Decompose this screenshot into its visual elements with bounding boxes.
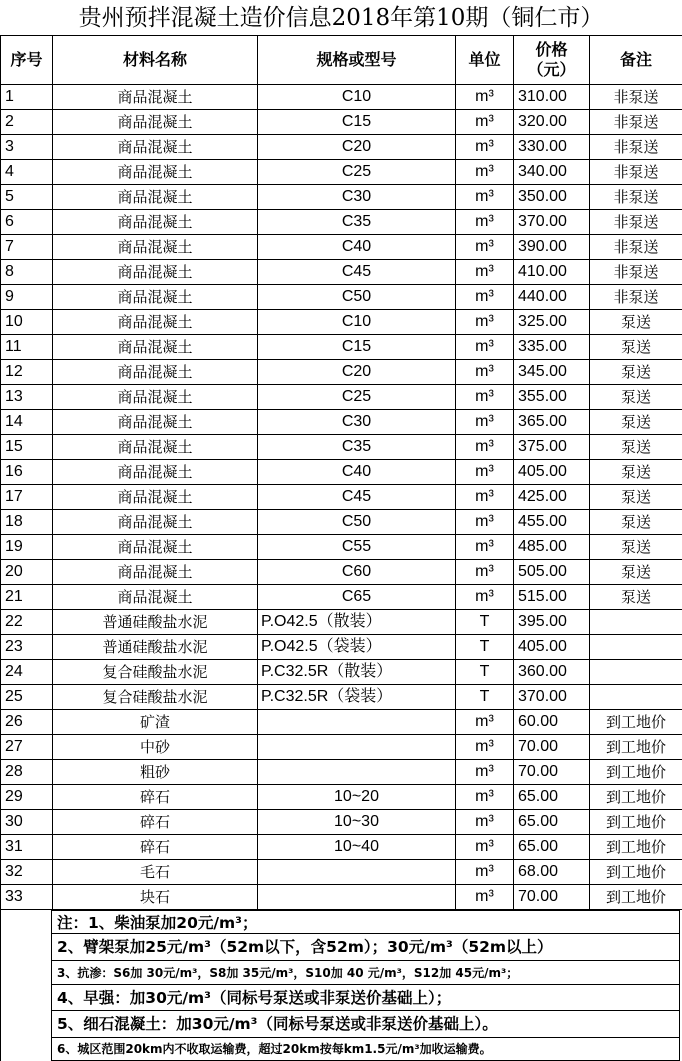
table-row bbox=[1, 635, 682, 660]
table-row bbox=[1, 510, 682, 535]
cell-no: 2 bbox=[1, 110, 53, 135]
cell-unit: m³ bbox=[456, 785, 514, 810]
cell-name: 商品混凝土 bbox=[53, 460, 258, 485]
cell-spec: C10 bbox=[258, 85, 456, 110]
cell-unit: m³ bbox=[456, 710, 514, 735]
cell-price: 370.00 bbox=[514, 685, 590, 710]
cell-note bbox=[590, 610, 682, 635]
cell-unit: m³ bbox=[456, 110, 514, 135]
cell-note: 泵送 bbox=[590, 460, 682, 485]
cell-price: 485.00 bbox=[514, 535, 590, 560]
cell-spec bbox=[258, 760, 456, 785]
table-row bbox=[1, 435, 682, 460]
cell-no: 1 bbox=[1, 85, 53, 110]
notes-section bbox=[0, 910, 682, 1061]
cell-note: 非泵送 bbox=[590, 260, 682, 285]
cell-price: 70.00 bbox=[514, 735, 590, 760]
cell-unit: m³ bbox=[456, 810, 514, 835]
table-row bbox=[1, 410, 682, 435]
table-row bbox=[1, 885, 682, 910]
cell-no: 8 bbox=[1, 260, 53, 285]
cell-unit: m³ bbox=[456, 460, 514, 485]
cell-price: 68.00 bbox=[514, 860, 590, 885]
cell-price: 360.00 bbox=[514, 660, 590, 685]
cell-price: 395.00 bbox=[514, 610, 590, 635]
cell-spec: 10~30 bbox=[258, 810, 456, 835]
table-row bbox=[1, 335, 682, 360]
cell-name: 商品混凝土 bbox=[53, 535, 258, 560]
cell-note: 非泵送 bbox=[590, 135, 682, 160]
cell-no: 32 bbox=[1, 860, 53, 885]
header-row bbox=[1, 36, 682, 85]
cell-unit: T bbox=[456, 660, 514, 685]
cell-note: 泵送 bbox=[590, 310, 682, 335]
cell-name: 商品混凝土 bbox=[53, 435, 258, 460]
cell-no: 33 bbox=[1, 885, 53, 910]
cell-note: 泵送 bbox=[590, 410, 682, 435]
cell-price: 405.00 bbox=[514, 635, 590, 660]
cell-note: 到工地价 bbox=[590, 735, 682, 760]
cell-note: 到工地价 bbox=[590, 760, 682, 785]
cell-spec: C20 bbox=[258, 135, 456, 160]
header-unit: 单位 bbox=[456, 36, 514, 85]
cell-unit: m³ bbox=[456, 85, 514, 110]
cell-note: 泵送 bbox=[590, 560, 682, 585]
cell-name: 商品混凝土 bbox=[53, 110, 258, 135]
cell-name: 商品混凝土 bbox=[53, 210, 258, 235]
cell-note: 到工地价 bbox=[590, 885, 682, 910]
table-row bbox=[1, 285, 682, 310]
cell-note: 泵送 bbox=[590, 335, 682, 360]
price-table bbox=[0, 35, 682, 910]
table-row bbox=[1, 585, 682, 610]
cell-no: 3 bbox=[1, 135, 53, 160]
cell-no: 20 bbox=[1, 560, 53, 585]
table-row bbox=[1, 660, 682, 685]
note-line-6: 6、城区范围20km内不收取运输费，超过20km按每km1.5元/m³加收运输费。 bbox=[52, 1038, 680, 1061]
cell-name: 毛石 bbox=[53, 860, 258, 885]
cell-note: 到工地价 bbox=[590, 785, 682, 810]
cell-name: 矿渣 bbox=[53, 710, 258, 735]
cell-price: 350.00 bbox=[514, 185, 590, 210]
cell-name: 碎石 bbox=[53, 810, 258, 835]
cell-price: 345.00 bbox=[514, 360, 590, 385]
table-row bbox=[1, 160, 682, 185]
cell-spec: C50 bbox=[258, 510, 456, 535]
table-row bbox=[1, 110, 682, 135]
table-row bbox=[1, 860, 682, 885]
cell-note: 泵送 bbox=[590, 485, 682, 510]
cell-price: 365.00 bbox=[514, 410, 590, 435]
cell-unit: m³ bbox=[456, 435, 514, 460]
cell-name: 商品混凝土 bbox=[53, 360, 258, 385]
cell-no: 27 bbox=[1, 735, 53, 760]
cell-price: 335.00 bbox=[514, 335, 590, 360]
cell-spec: P.O42.5（散装） bbox=[258, 610, 456, 635]
notes-left-column bbox=[0, 910, 52, 1061]
cell-no: 14 bbox=[1, 410, 53, 435]
cell-spec: C45 bbox=[258, 485, 456, 510]
cell-price: 375.00 bbox=[514, 435, 590, 460]
cell-name: 商品混凝土 bbox=[53, 160, 258, 185]
cell-name: 商品混凝土 bbox=[53, 235, 258, 260]
cell-name: 块石 bbox=[53, 885, 258, 910]
cell-price: 65.00 bbox=[514, 835, 590, 860]
cell-name: 商品混凝土 bbox=[53, 385, 258, 410]
cell-price: 340.00 bbox=[514, 160, 590, 185]
cell-no: 26 bbox=[1, 710, 53, 735]
cell-price: 325.00 bbox=[514, 310, 590, 335]
table-row bbox=[1, 235, 682, 260]
cell-unit: m³ bbox=[456, 535, 514, 560]
cell-no: 16 bbox=[1, 460, 53, 485]
cell-unit: m³ bbox=[456, 335, 514, 360]
cell-price: 70.00 bbox=[514, 760, 590, 785]
table-row bbox=[1, 710, 682, 735]
table-row bbox=[1, 685, 682, 710]
cell-spec bbox=[258, 885, 456, 910]
cell-unit: m³ bbox=[456, 860, 514, 885]
cell-no: 24 bbox=[1, 660, 53, 685]
cell-no: 17 bbox=[1, 485, 53, 510]
cell-price: 370.00 bbox=[514, 210, 590, 235]
note-line-1: 注：1、柴油泵加20元/m³； bbox=[52, 910, 680, 934]
cell-no: 23 bbox=[1, 635, 53, 660]
cell-spec: C25 bbox=[258, 385, 456, 410]
cell-spec: C50 bbox=[258, 285, 456, 310]
cell-price: 440.00 bbox=[514, 285, 590, 310]
table-row bbox=[1, 85, 682, 110]
cell-spec: C40 bbox=[258, 460, 456, 485]
cell-unit: m³ bbox=[456, 210, 514, 235]
header-price bbox=[514, 36, 590, 85]
header-price-line1: 价格 bbox=[535, 40, 568, 59]
cell-no: 7 bbox=[1, 235, 53, 260]
cell-unit: m³ bbox=[456, 885, 514, 910]
note-line-3: 3、抗渗：S6加 30元/m³，S8加 35元/m³，S10加 40 元/m³，S12加 45元/m³； bbox=[52, 961, 680, 985]
cell-unit: m³ bbox=[456, 185, 514, 210]
cell-note: 泵送 bbox=[590, 360, 682, 385]
cell-no: 15 bbox=[1, 435, 53, 460]
cell-no: 9 bbox=[1, 285, 53, 310]
cell-unit: m³ bbox=[456, 760, 514, 785]
cell-name: 商品混凝土 bbox=[53, 310, 258, 335]
cell-name: 商品混凝土 bbox=[53, 185, 258, 210]
cell-note: 泵送 bbox=[590, 510, 682, 535]
cell-no: 13 bbox=[1, 385, 53, 410]
cell-note: 非泵送 bbox=[590, 285, 682, 310]
cell-spec: C55 bbox=[258, 535, 456, 560]
cell-price: 410.00 bbox=[514, 260, 590, 285]
cell-no: 29 bbox=[1, 785, 53, 810]
cell-spec: C65 bbox=[258, 585, 456, 610]
cell-price: 425.00 bbox=[514, 485, 590, 510]
cell-note: 非泵送 bbox=[590, 235, 682, 260]
cell-price: 405.00 bbox=[514, 460, 590, 485]
cell-price: 65.00 bbox=[514, 785, 590, 810]
cell-note: 非泵送 bbox=[590, 210, 682, 235]
cell-unit: m³ bbox=[456, 560, 514, 585]
cell-no: 18 bbox=[1, 510, 53, 535]
cell-name: 碎石 bbox=[53, 835, 258, 860]
cell-note: 到工地价 bbox=[590, 860, 682, 885]
table-row bbox=[1, 385, 682, 410]
cell-price: 455.00 bbox=[514, 510, 590, 535]
cell-note bbox=[590, 685, 682, 710]
cell-note: 泵送 bbox=[590, 385, 682, 410]
cell-price: 355.00 bbox=[514, 385, 590, 410]
cell-unit: m³ bbox=[456, 135, 514, 160]
cell-spec: C45 bbox=[258, 260, 456, 285]
cell-spec: C35 bbox=[258, 210, 456, 235]
cell-note: 到工地价 bbox=[590, 710, 682, 735]
table-row bbox=[1, 560, 682, 585]
table-row bbox=[1, 310, 682, 335]
cell-name: 普通硅酸盐水泥 bbox=[53, 635, 258, 660]
cell-unit: m³ bbox=[456, 735, 514, 760]
table-row bbox=[1, 135, 682, 160]
cell-no: 6 bbox=[1, 210, 53, 235]
cell-no: 22 bbox=[1, 610, 53, 635]
cell-unit: m³ bbox=[456, 485, 514, 510]
header-no: 序号 bbox=[1, 36, 53, 85]
cell-no: 12 bbox=[1, 360, 53, 385]
cell-name: 商品混凝土 bbox=[53, 85, 258, 110]
cell-spec: P.C32.5R（袋装） bbox=[258, 685, 456, 710]
cell-name: 商品混凝土 bbox=[53, 510, 258, 535]
cell-name: 商品混凝土 bbox=[53, 410, 258, 435]
note-line-5: 5、细石混凝土：加30元/m³（同标号泵送或非泵送价基础上）。 bbox=[52, 1011, 680, 1038]
cell-note: 到工地价 bbox=[590, 810, 682, 835]
cell-spec: C60 bbox=[258, 560, 456, 585]
cell-spec bbox=[258, 860, 456, 885]
cell-no: 19 bbox=[1, 535, 53, 560]
cell-price: 70.00 bbox=[514, 885, 590, 910]
header-name: 材料名称 bbox=[53, 36, 258, 85]
table-row bbox=[1, 185, 682, 210]
cell-note: 非泵送 bbox=[590, 85, 682, 110]
cell-spec: P.O42.5（袋装） bbox=[258, 635, 456, 660]
table-row bbox=[1, 535, 682, 560]
cell-spec: P.C32.5R（散装） bbox=[258, 660, 456, 685]
cell-price: 330.00 bbox=[514, 135, 590, 160]
cell-price: 60.00 bbox=[514, 710, 590, 735]
cell-price: 390.00 bbox=[514, 235, 590, 260]
table-row bbox=[1, 210, 682, 235]
table-row bbox=[1, 360, 682, 385]
cell-name: 复合硅酸盐水泥 bbox=[53, 660, 258, 685]
cell-spec: C25 bbox=[258, 160, 456, 185]
cell-no: 31 bbox=[1, 835, 53, 860]
cell-name: 商品混凝土 bbox=[53, 135, 258, 160]
cell-unit: m³ bbox=[456, 410, 514, 435]
cell-name: 商品混凝土 bbox=[53, 585, 258, 610]
cell-spec: C15 bbox=[258, 335, 456, 360]
cell-unit: m³ bbox=[456, 385, 514, 410]
table-row bbox=[1, 810, 682, 835]
cell-name: 商品混凝土 bbox=[53, 335, 258, 360]
header-price-line2: （元） bbox=[527, 60, 576, 79]
cell-price: 505.00 bbox=[514, 560, 590, 585]
cell-unit: m³ bbox=[456, 835, 514, 860]
header-note: 备注 bbox=[590, 36, 682, 85]
cell-spec: C15 bbox=[258, 110, 456, 135]
cell-note: 到工地价 bbox=[590, 835, 682, 860]
cell-spec: C35 bbox=[258, 435, 456, 460]
cell-unit: m³ bbox=[456, 235, 514, 260]
cell-no: 10 bbox=[1, 310, 53, 335]
cell-unit: m³ bbox=[456, 510, 514, 535]
cell-spec: C30 bbox=[258, 410, 456, 435]
cell-note: 非泵送 bbox=[590, 160, 682, 185]
cell-spec: C20 bbox=[258, 360, 456, 385]
cell-spec bbox=[258, 735, 456, 760]
cell-no: 30 bbox=[1, 810, 53, 835]
cell-spec: C10 bbox=[258, 310, 456, 335]
note-line-4: 4、早强：加30元/m³（同标号泵送或非泵送价基础上）； bbox=[52, 985, 680, 1011]
cell-no: 28 bbox=[1, 760, 53, 785]
page-title: 贵州预拌混凝土造价信息2018年第10期（铜仁市） bbox=[78, 5, 604, 31]
cell-name: 中砂 bbox=[53, 735, 258, 760]
cell-no: 5 bbox=[1, 185, 53, 210]
cell-no: 4 bbox=[1, 160, 53, 185]
cell-unit: m³ bbox=[456, 360, 514, 385]
cell-name: 商品混凝土 bbox=[53, 260, 258, 285]
cell-name: 碎石 bbox=[53, 785, 258, 810]
cell-note: 泵送 bbox=[590, 535, 682, 560]
header-spec: 规格或型号 bbox=[258, 36, 456, 85]
cell-unit: T bbox=[456, 685, 514, 710]
cell-no: 11 bbox=[1, 335, 53, 360]
cell-spec: C30 bbox=[258, 185, 456, 210]
note-line-2: 2、臂架泵加25元/m³（52m以下，含52m）；30元/m³（52m以上） bbox=[52, 934, 680, 961]
cell-note: 泵送 bbox=[590, 435, 682, 460]
cell-spec: 10~40 bbox=[258, 835, 456, 860]
table-row bbox=[1, 460, 682, 485]
cell-unit: m³ bbox=[456, 285, 514, 310]
cell-name: 复合硅酸盐水泥 bbox=[53, 685, 258, 710]
cell-spec bbox=[258, 710, 456, 735]
cell-unit: m³ bbox=[456, 585, 514, 610]
cell-price: 310.00 bbox=[514, 85, 590, 110]
cell-note: 非泵送 bbox=[590, 185, 682, 210]
cell-no: 25 bbox=[1, 685, 53, 710]
cell-note: 非泵送 bbox=[590, 110, 682, 135]
cell-note: 泵送 bbox=[590, 585, 682, 610]
cell-unit: m³ bbox=[456, 260, 514, 285]
table-row bbox=[1, 760, 682, 785]
cell-unit: m³ bbox=[456, 310, 514, 335]
cell-price: 320.00 bbox=[514, 110, 590, 135]
table-row bbox=[1, 260, 682, 285]
cell-note bbox=[590, 635, 682, 660]
table-row bbox=[1, 485, 682, 510]
table-row bbox=[1, 835, 682, 860]
cell-price: 515.00 bbox=[514, 585, 590, 610]
cell-name: 商品混凝土 bbox=[53, 560, 258, 585]
cell-unit: T bbox=[456, 610, 514, 635]
cell-price: 65.00 bbox=[514, 810, 590, 835]
cell-name: 商品混凝土 bbox=[53, 485, 258, 510]
cell-no: 21 bbox=[1, 585, 53, 610]
table-row bbox=[1, 735, 682, 760]
cell-spec: 10~20 bbox=[258, 785, 456, 810]
cell-spec: C40 bbox=[258, 235, 456, 260]
cell-name: 商品混凝土 bbox=[53, 285, 258, 310]
cell-name: 粗砂 bbox=[53, 760, 258, 785]
table-row bbox=[1, 785, 682, 810]
cell-note bbox=[590, 660, 682, 685]
table-row bbox=[1, 610, 682, 635]
cell-unit: T bbox=[456, 635, 514, 660]
cell-name: 普通硅酸盐水泥 bbox=[53, 610, 258, 635]
cell-unit: m³ bbox=[456, 160, 514, 185]
